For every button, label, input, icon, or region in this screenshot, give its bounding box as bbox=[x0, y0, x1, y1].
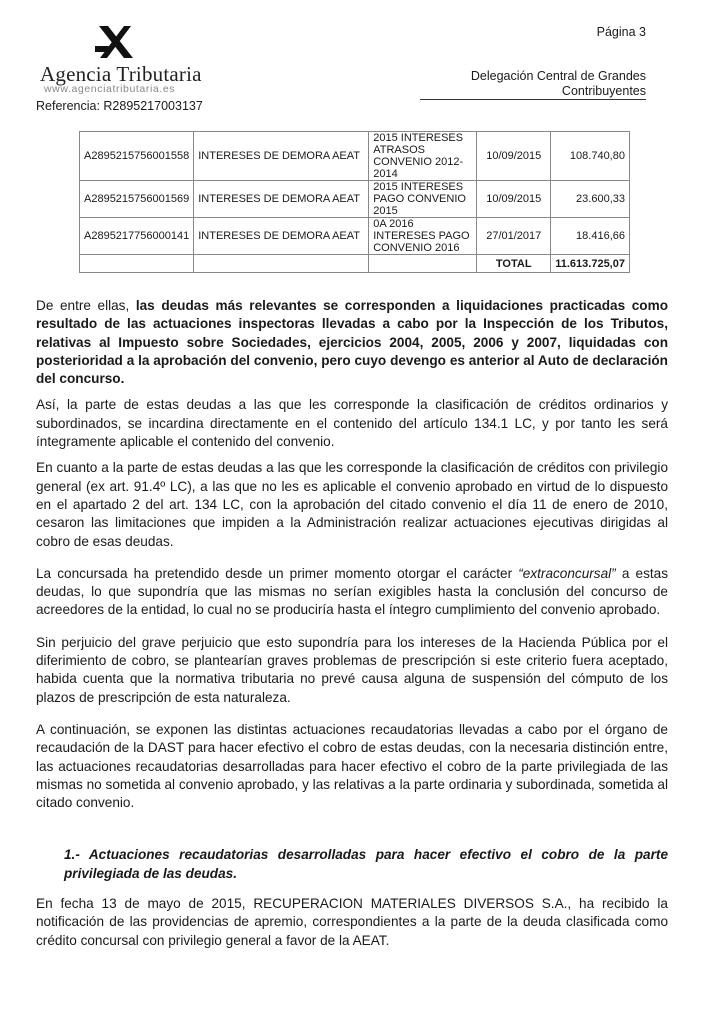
table-row bbox=[80, 132, 630, 181]
table-row bbox=[80, 181, 630, 218]
debt-code: A2895217756000141 bbox=[80, 218, 194, 255]
debt-amount: 23.600,33 bbox=[551, 181, 630, 218]
logo-name: Agencia Tributaria bbox=[40, 62, 202, 86]
debt-date: 10/09/2015 bbox=[477, 181, 551, 218]
document-reference: Referencia: R2895217003137 bbox=[36, 99, 203, 113]
table-row bbox=[80, 218, 630, 255]
crown-x-logo-icon bbox=[95, 24, 137, 60]
debts-table bbox=[79, 131, 630, 273]
delegation-line-2: Contribuyentes bbox=[420, 84, 646, 100]
paragraph-ordinary-credits: Así, la parte de estas deudas a las que les corresponde la clasificación de créditos ordinarios y subordinados, se incardina directamente en el contenido del artículo 134.1 LC, y por tanto les será íntegramente aplicable el contenido del convenio. bbox=[36, 397, 668, 450]
table-total-row bbox=[80, 255, 630, 273]
debt-description: 0A 2016 INTERESES PAGO CONVENIO 2016 bbox=[369, 218, 477, 255]
italic-term: “extraconcursal” bbox=[518, 565, 616, 581]
total-amount: 11.613.725,07 bbox=[551, 255, 630, 273]
paragraph-extraconcursal: La concursada ha pretendido desde un primer momento otorgar el carácter “extraconcursal” a estas deudas, lo que supondría que las mismas no serían exigibles hasta la conclusión del concurso de acreedores de la entidad, lo cual no se produciría hasta el íntegro cumplimiento del convenio aprobado. bbox=[36, 565, 669, 618]
paragraph-actions-overview: A continuación, se exponen las distintas actuaciones recaudatorias llevadas a cabo por el órgano de recaudación de la DAST para hacer efectivo el cobro de estas deudas, con la necesaria distinción entre, las actuaciones recaudatorias desarrolladas para hacer efectivo el cobro de la parte privilegiada de las mismas no sometida al convenio aprobado, y las relativas a la parte ordinaria y subordinada, sometida al citado convenio. bbox=[36, 721, 668, 811]
debt-description: 2015 INTERESES ATRASOS CONVENIO 2012-2014 bbox=[369, 132, 477, 181]
debt-concept: INTERESES DE DEMORA AEAT bbox=[194, 218, 369, 255]
debt-code: A2895215756001558 bbox=[80, 132, 194, 181]
delegation-line-1: Delegación Central de Grandes bbox=[470, 69, 646, 83]
debt-concept: INTERESES DE DEMORA AEAT bbox=[194, 181, 369, 218]
bold-emphasis: las deudas más relevantes se corresponden a liquidaciones practicadas como resultado de las actuaciones inspectoras llevadas a cabo por la Inspección de los Tributos, relativas al Impuesto sobre Sociedades, ejercicios 2004, 2005, 2006 y 2007, liquidadas con posterioridad a la aprobación del convenio, pero cuyo devengo es anterior al Auto de declaración del concurso. bbox=[36, 298, 669, 387]
debt-date: 27/01/2017 bbox=[477, 218, 551, 255]
debt-amount: 18.416,66 bbox=[551, 218, 630, 255]
debt-amount: 108.740,80 bbox=[551, 132, 630, 181]
debt-date: 10/09/2015 bbox=[477, 132, 551, 181]
paragraph-privileged-credits: En cuanto a la parte de estas deudas a las que les corresponde la clasificación de créditos con privilegio general (ex art. 91.4º LC), a las que no les es aplicable el convenio aprobado en virtud de lo dispuesto en el apartado 2 del art. 134 LC, con la aprobación del citado convenio el día 11 de enero de 2010, cesaron las limitaciones que impiden a la Administración realizar actuaciones ejecutivas dirigidas al cobro de esas deudas. bbox=[36, 460, 668, 549]
paragraph-relevant-debts: De entre ellas, las deudas más relevantes se corresponden a liquidaciones practicadas como resultado de las actuaciones inspectoras llevadas a cabo por la Inspección de los Tributos, relativas al Impuesto sobre Sociedades, ejercicios 2004, 2005, 2006 y 2007, liquidadas con posterioridad a la aprobación del convenio, pero cuyo devengo es anterior al Auto de declaración del concurso. bbox=[36, 298, 669, 387]
debt-description: 2015 INTERESES PAGO CONVENIO 2015 bbox=[369, 181, 477, 218]
document-body bbox=[36, 297, 668, 958]
debt-concept: INTERESES DE DEMORA AEAT bbox=[194, 132, 369, 181]
logo-website: www.agenciatributaria.es bbox=[44, 83, 176, 95]
delegation-heading bbox=[420, 69, 646, 100]
section-title: 1.- Actuaciones recaudatorias desarrolladas para hacer efectivo el cobro de la parte privilegiada de las deudas. bbox=[64, 847, 668, 881]
debt-code: A2895215756001569 bbox=[80, 181, 194, 218]
paragraph-prescription: Sin perjuicio del grave perjuicio que esto supondría para los intereses de la Hacienda Pública por el diferimiento de cobro, se plantearían graves problemas de prescripción si este criterio fuera aceptado, habida cuenta que la normativa tributaria no prevé causa alguna de suspensión del cómputo de los plazos de prescripción de esta naturaleza. bbox=[36, 634, 668, 705]
total-label: TOTAL bbox=[477, 255, 551, 273]
page-number: Página 3 bbox=[596, 25, 646, 39]
paragraph-notification: En fecha 13 de mayo de 2015, RECUPERACION MATERIALES DIVERSOS S.A., ha recibido la notificación de las providencias de apremio, correspondientes a la parte de la deuda clasificada como crédito concursal con privilegio general a favor de la AEAT. bbox=[36, 896, 668, 948]
